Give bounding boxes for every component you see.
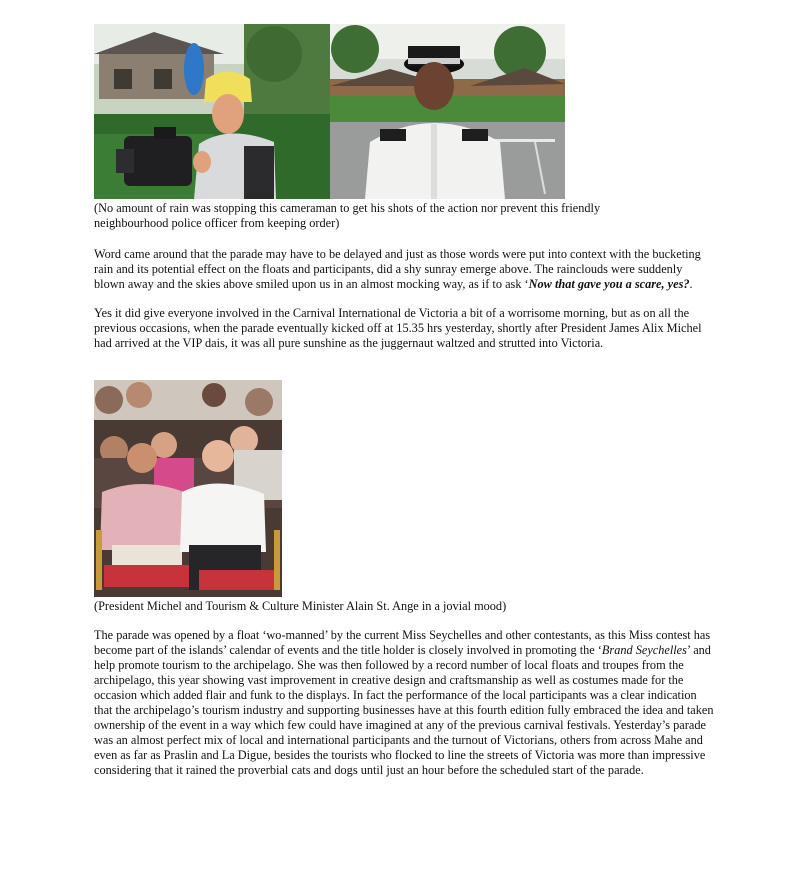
paragraph-parade-details-text-a: The parade was opened by a float ‘wo-manned’ by the current Miss Seychelles and other contestants, as this Miss contest has become part of the islands’ calendar of events and the title holder is closely involved in promoting the ‘ bbox=[94, 628, 711, 657]
paragraph-rain-delay bbox=[94, 247, 714, 292]
vip-dais-photo bbox=[94, 380, 282, 597]
paragraph-parade-details bbox=[94, 628, 714, 778]
brand-seychelles-emphasis: Brand Seychelles bbox=[601, 643, 687, 657]
paragraph-rain-delay-end: . bbox=[689, 277, 693, 291]
paragraph-rain-delay-emphasis: Now that gave you a scare, yes? bbox=[528, 277, 690, 291]
caption-photo-2: (President Michel and Tourism & Culture Minister Alain St. Ange in a jovial mood) bbox=[94, 599, 507, 613]
paragraph-rain-delay-text: Word came around that the parade may have to be delayed and just as those words were put into context with the bucketing rain and its potential effect on the floats and participants, did a shy sunray emerge above. The rainclouds were suddenly blown away and the skies above smiled upon us in an almost mocking way, as if to ask ‘ bbox=[94, 247, 701, 291]
paragraph-parade-details-text-b: ’ and help promote tourism to the archipelago. She was then followed by a record number of local floats and troupes from the archipelago, this year showing vast improvement in creative design and craftsmanship as well as costumes made for the occasion which added flair and funk to the displays. In fact the performance of the local participants was a clear indication that the archipelago’s tourism industry and supporting businesses have at this fourth edition fully embraced the idea and taken ownership of the event in a way which few could have imagined at any of the previous carnival festivals. Yesterday’s parade was an almost perfect mix of local and international participants and the turnout of Victorians, others from across Mahe and even as far as Praslin and La Digue, besides the tourists who flocked to line the streets of Victoria was more than impressive considering that it rained the proverbial cats and dogs until just an hour before the scheduled start of the parade. bbox=[94, 643, 714, 777]
cameraman-photo bbox=[94, 24, 330, 199]
caption-photos-1: (No amount of rain was stopping this cameraman to get his shots of the action nor prevent this friendly neighbourhood police officer from keeping order) bbox=[94, 201, 601, 230]
police-officer-photo bbox=[330, 24, 565, 199]
paragraph-parade-start: Yes it did give everyone involved in the Carnival International de Victoria a bit of a worrisome morning, but as on all the previous occasions, when the parade eventually kicked off at 15.35 hrs yesterday, shortly after President James Alix Michel had arrived at the VIP dais, it was all pure sunshine as the juggernaut waltzed and strutted into Victoria. bbox=[94, 306, 702, 350]
